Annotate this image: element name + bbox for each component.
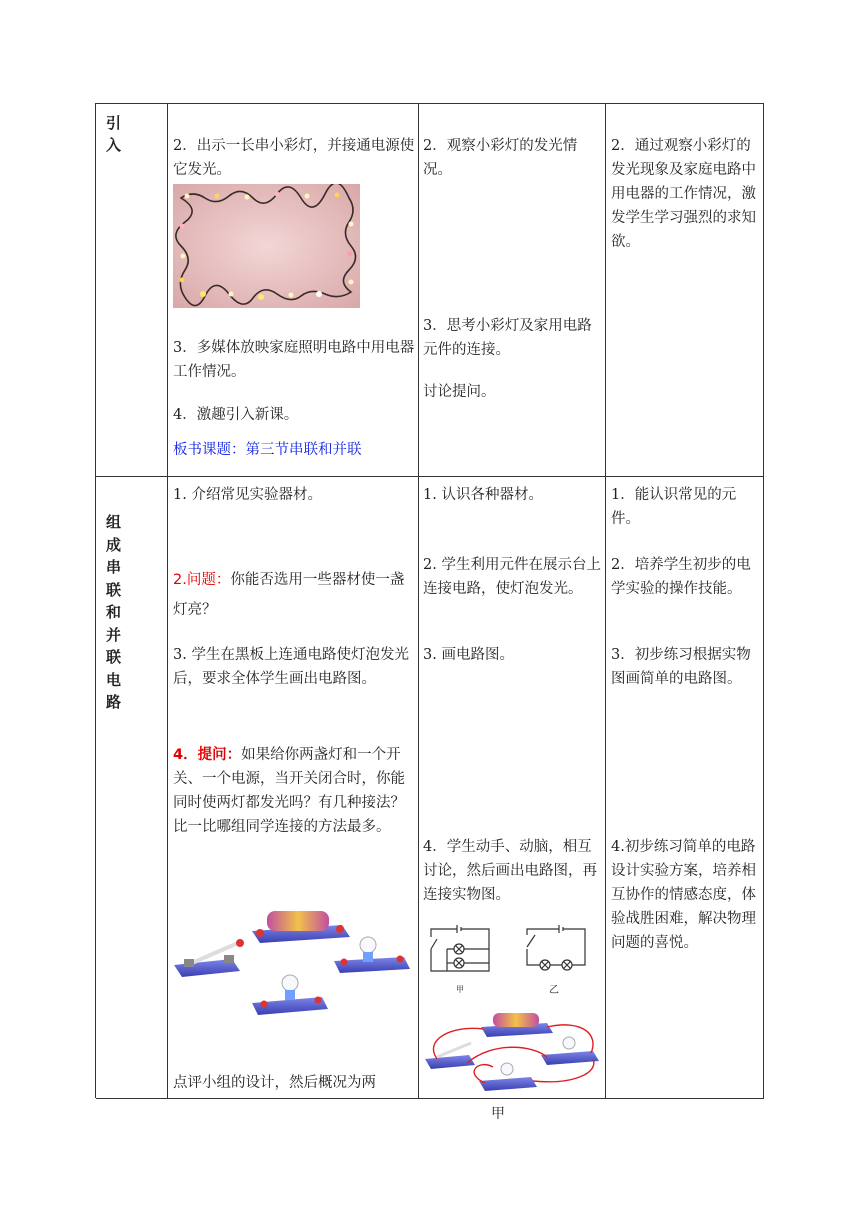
circuit-diagram-jia: [427, 925, 497, 993]
label-yi: 乙: [549, 985, 559, 996]
teacher-comment: 点评小组的设计，然后概况为两: [173, 1075, 376, 1091]
row1-label: 引 入: [106, 114, 122, 154]
intent-r2-item-1: 1．能认识常见的元件。: [611, 487, 737, 527]
string-lights-image: [173, 184, 360, 308]
question-prefix: 2.问题：: [173, 572, 231, 588]
label-jia: 甲: [491, 1106, 505, 1122]
teacher-r2-item-3: 3. 学生在黑板上连通电路使灯泡发光后，要求全体学生画出电路图。: [173, 647, 409, 687]
intent-r2-item-2: 2．培养学生初步的电学实验的操作技能。: [611, 557, 751, 597]
intent-r2-item-3: 3．初步练习根据实物图画简单的电路图。: [611, 647, 751, 687]
row1-intent-cell: [606, 104, 764, 477]
apparatus-image: [172, 905, 412, 1025]
intent-r2-item-4: 4.初步练习简单的电路设计实验方案，培养相互协作的情感态度，体验战胜困难，解决物理问题的喜悦。: [611, 839, 756, 951]
ask-prefix: 4．提问：: [173, 747, 242, 763]
ask-text: 如果给你两盏灯和一个开关、一个电源，当开关闭合时，你能同时使两灯都发光吗？有几种接法？比一比哪组同学连接的方法最多。: [173, 747, 405, 835]
student-discuss: 讨论提问。: [423, 384, 496, 400]
question-text: 你能否选用一些器材使一盏灯亮？: [173, 572, 405, 618]
teacher-item-2: 2．出示一长串小彩灯，并接通电源使它发光。: [173, 138, 415, 178]
lesson-table: [95, 103, 764, 1122]
teacher-r2-item-2: [173, 565, 415, 625]
row2-label: 组 成 串 联 和 并 联 电 路: [106, 513, 122, 711]
student-r2-item-2: 2. 学生利用元件在展示台上连接电路，使灯泡发光。: [423, 557, 601, 597]
board-title: 板书课题：第三节串联和并联: [173, 442, 362, 458]
student-r2-item-1: 1. 认识各种器材。: [423, 487, 543, 503]
teacher-item-3: 3．多媒体放映家庭照明电路中用电器工作情况。: [173, 340, 415, 380]
row2-student-cell: [419, 477, 606, 1122]
student-item-2: 2．观察小彩灯的发光情况。: [423, 138, 578, 178]
row1-label-cell: [96, 104, 168, 477]
teacher-r2-item-4: [173, 743, 415, 839]
row-series-parallel: [96, 477, 764, 1122]
row1-student-cell: [419, 104, 606, 477]
row2-teacher-cell: [168, 477, 419, 1099]
row2-intent-cell: [606, 477, 764, 1099]
student-item-3: 3．思考小彩灯及家用电路元件的连接。: [423, 318, 592, 358]
row1-teacher-cell: [168, 104, 419, 477]
row2-label-cell: [96, 477, 168, 1099]
connected-circuit-image: [423, 1011, 601, 1103]
teacher-r2-item-1: 1. 介绍常见实验器材。: [173, 487, 322, 503]
intent-item-2: 2．通过观察小彩灯的发光现象及家庭电路中用电器的工作情况，激发学生学习强烈的求知欲。: [611, 138, 756, 250]
teacher-item-4: 4．激趣引入新课。: [173, 407, 299, 423]
student-r2-item-3: 3. 画电路图。: [423, 647, 514, 663]
label-jia-small: 甲: [456, 985, 464, 994]
row-introduction: [96, 104, 764, 477]
student-r2-item-4: 4．学生动手、动脑，相互讨论，然后画出电路图，再连接实物图。: [423, 839, 597, 903]
